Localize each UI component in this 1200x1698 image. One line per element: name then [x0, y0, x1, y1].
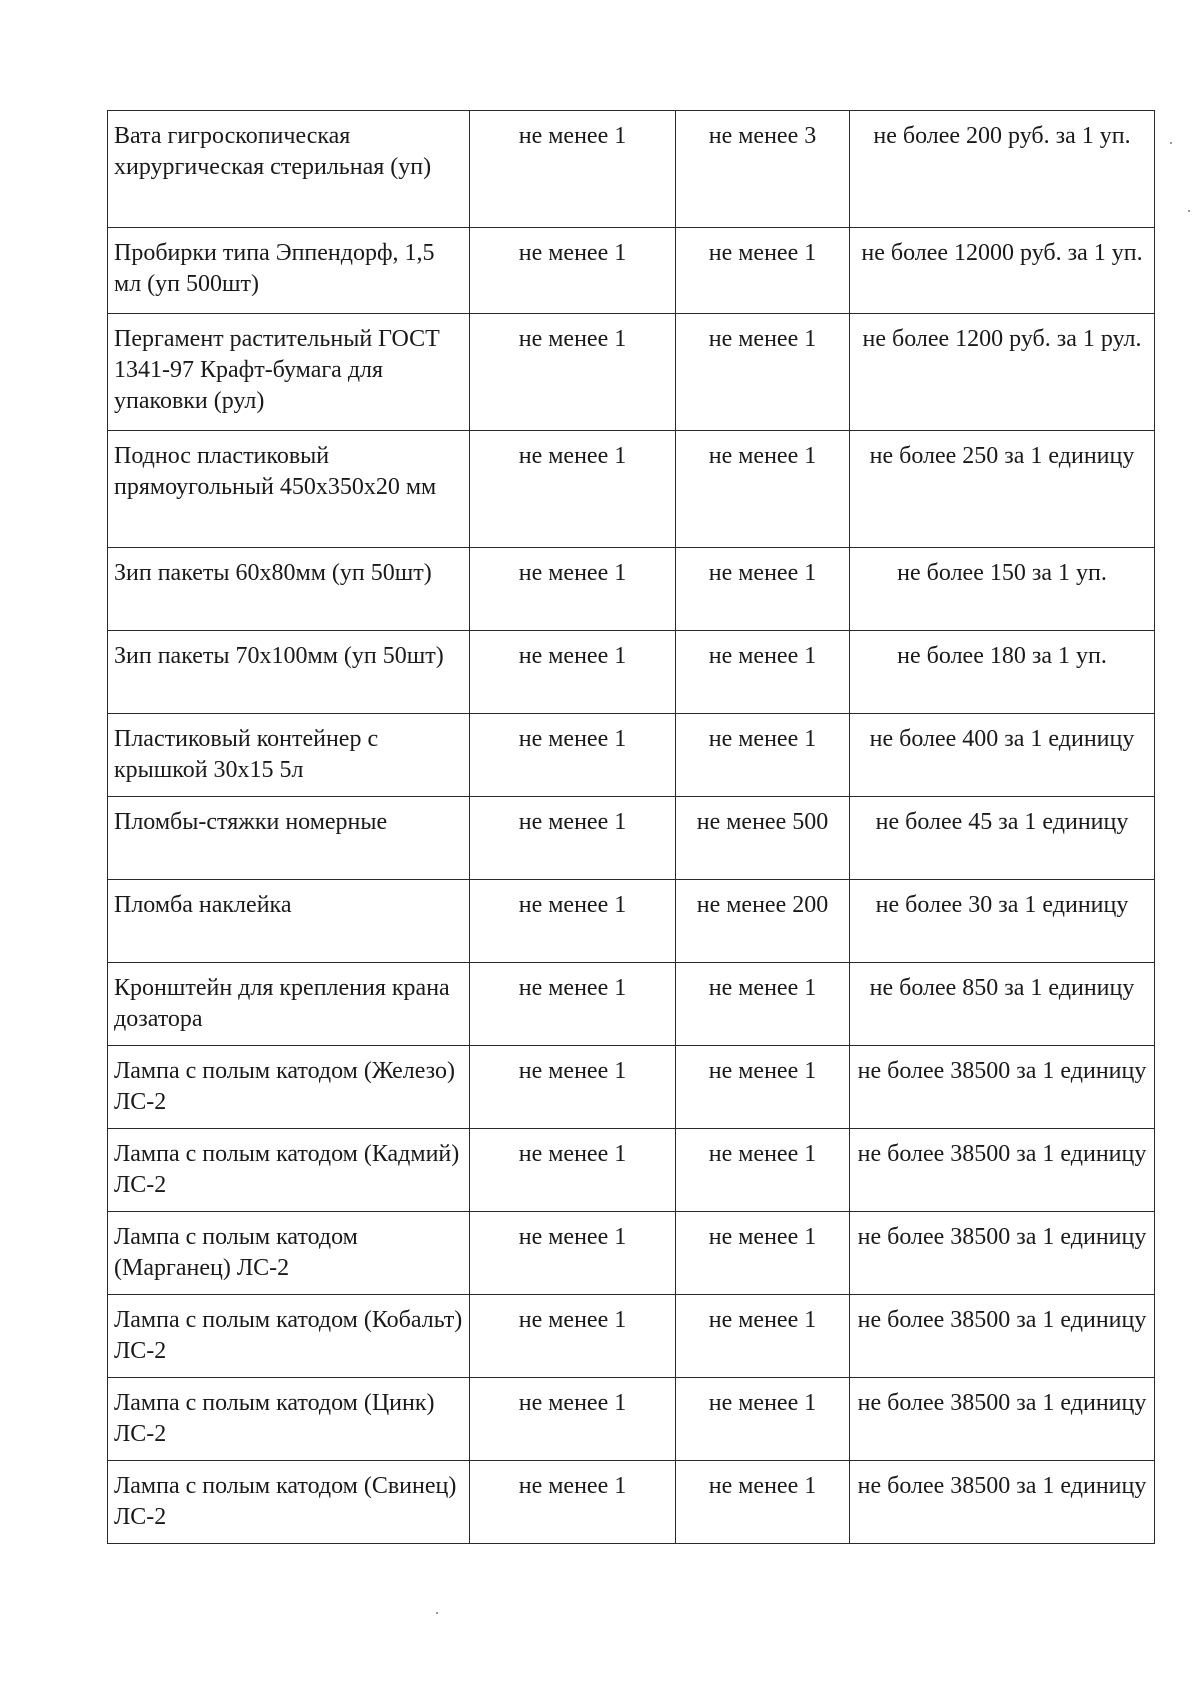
table-row [108, 228, 1155, 314]
quantity-cell: не менее 1 [676, 1378, 850, 1461]
min-order-cell: не менее 1 [470, 631, 676, 714]
quantity-cell: не менее 1 [676, 963, 850, 1046]
quantity-cell: не менее 1 [676, 1461, 850, 1544]
price-cell: не более 30 за 1 единицу [850, 880, 1155, 963]
price-cell: не более 45 за 1 единицу [850, 797, 1155, 880]
item-name-cell: Пластиковый контейнер с крышкой 30х15 5л [108, 714, 470, 797]
table-row [108, 111, 1155, 228]
price-cell: не более 38500 за 1 единицу [850, 1212, 1155, 1295]
table-row [108, 431, 1155, 548]
table-row [108, 548, 1155, 631]
price-cell: не более 180 за 1 уп. [850, 631, 1155, 714]
min-order-cell: не менее 1 [470, 548, 676, 631]
quantity-cell: не менее 1 [676, 548, 850, 631]
table-row [108, 1129, 1155, 1212]
table-row [108, 714, 1155, 797]
quantity-cell: не менее 1 [676, 1129, 850, 1212]
price-cell: не более 1200 руб. за 1 рул. [850, 314, 1155, 431]
price-cell: не более 38500 за 1 единицу [850, 1046, 1155, 1129]
price-cell: не более 200 руб. за 1 уп. [850, 111, 1155, 228]
item-name-cell: Лампа с полым катодом (Цинк) ЛС-2 [108, 1378, 470, 1461]
price-cell: не более 12000 руб. за 1 уп. [850, 228, 1155, 314]
min-order-cell: не менее 1 [470, 797, 676, 880]
quantity-cell: не менее 200 [676, 880, 850, 963]
min-order-cell: не менее 1 [470, 1461, 676, 1544]
price-cell: не более 150 за 1 уп. [850, 548, 1155, 631]
min-order-cell: не менее 1 [470, 1295, 676, 1378]
quantity-cell: не менее 1 [676, 1295, 850, 1378]
min-order-cell: не менее 1 [470, 880, 676, 963]
quantity-cell: не менее 1 [676, 431, 850, 548]
min-order-cell: не менее 1 [470, 1378, 676, 1461]
scan-speck [436, 1612, 438, 1614]
quantity-cell: не менее 1 [676, 314, 850, 431]
price-cell: не более 400 за 1 единицу [850, 714, 1155, 797]
item-name-cell: Кронштейн для крепления крана дозатора [108, 963, 470, 1046]
min-order-cell: не менее 1 [470, 111, 676, 228]
item-name-cell: Зип пакеты 70х100мм (уп 50шт) [108, 631, 470, 714]
price-cell: не более 38500 за 1 единицу [850, 1461, 1155, 1544]
table-row [108, 314, 1155, 431]
min-order-cell: не менее 1 [470, 431, 676, 548]
min-order-cell: не менее 1 [470, 228, 676, 314]
min-order-cell: не менее 1 [470, 1046, 676, 1129]
table-row [108, 880, 1155, 963]
table-row [108, 1295, 1155, 1378]
item-name-cell: Поднос пластиковый прямоугольный 450х350х20 мм [108, 431, 470, 548]
min-order-cell: не менее 1 [470, 314, 676, 431]
quantity-cell: не менее 1 [676, 631, 850, 714]
table-row [108, 631, 1155, 714]
quantity-cell: не менее 3 [676, 111, 850, 228]
table-row [108, 797, 1155, 880]
quantity-cell: не менее 1 [676, 1046, 850, 1129]
items-table [107, 110, 1155, 1544]
min-order-cell: не менее 1 [470, 1212, 676, 1295]
table-row [108, 1212, 1155, 1295]
table-row [108, 1378, 1155, 1461]
min-order-cell: не менее 1 [470, 963, 676, 1046]
item-name-cell: Пробирки типа Эппендорф, 1,5 мл (уп 500шт) [108, 228, 470, 314]
table-row [108, 1046, 1155, 1129]
item-name-cell: Лампа с полым катодом (Кобальт) ЛС-2 [108, 1295, 470, 1378]
quantity-cell: не менее 1 [676, 714, 850, 797]
price-cell: не более 38500 за 1 единицу [850, 1378, 1155, 1461]
item-name-cell: Пергамент растительный ГОСТ 1341-97 Крафт-бумага для упаковки (рул) [108, 314, 470, 431]
price-cell: не более 38500 за 1 единицу [850, 1295, 1155, 1378]
item-name-cell: Зип пакеты 60х80мм (уп 50шт) [108, 548, 470, 631]
item-name-cell: Лампа с полым катодом (Кадмий) ЛС-2 [108, 1129, 470, 1212]
item-name-cell: Пломба наклейка [108, 880, 470, 963]
item-name-cell: Пломбы-стяжки номерные [108, 797, 470, 880]
price-cell: не более 250 за 1 единицу [850, 431, 1155, 548]
scan-speck [1188, 210, 1190, 212]
min-order-cell: не менее 1 [470, 714, 676, 797]
price-cell: не более 38500 за 1 единицу [850, 1129, 1155, 1212]
quantity-cell: не менее 500 [676, 797, 850, 880]
price-cell: не более 850 за 1 единицу [850, 963, 1155, 1046]
item-name-cell: Лампа с полым катодом (Свинец) ЛС-2 [108, 1461, 470, 1544]
scan-speck [1170, 142, 1172, 144]
table-row [108, 963, 1155, 1046]
item-name-cell: Вата гигроскопическая хирургическая стерильная (уп) [108, 111, 470, 228]
item-name-cell: Лампа с полым катодом (Железо) ЛС-2 [108, 1046, 470, 1129]
quantity-cell: не менее 1 [676, 1212, 850, 1295]
quantity-cell: не менее 1 [676, 228, 850, 314]
item-name-cell: Лампа с полым катодом (Марганец) ЛС-2 [108, 1212, 470, 1295]
min-order-cell: не менее 1 [470, 1129, 676, 1212]
table-row [108, 1461, 1155, 1544]
